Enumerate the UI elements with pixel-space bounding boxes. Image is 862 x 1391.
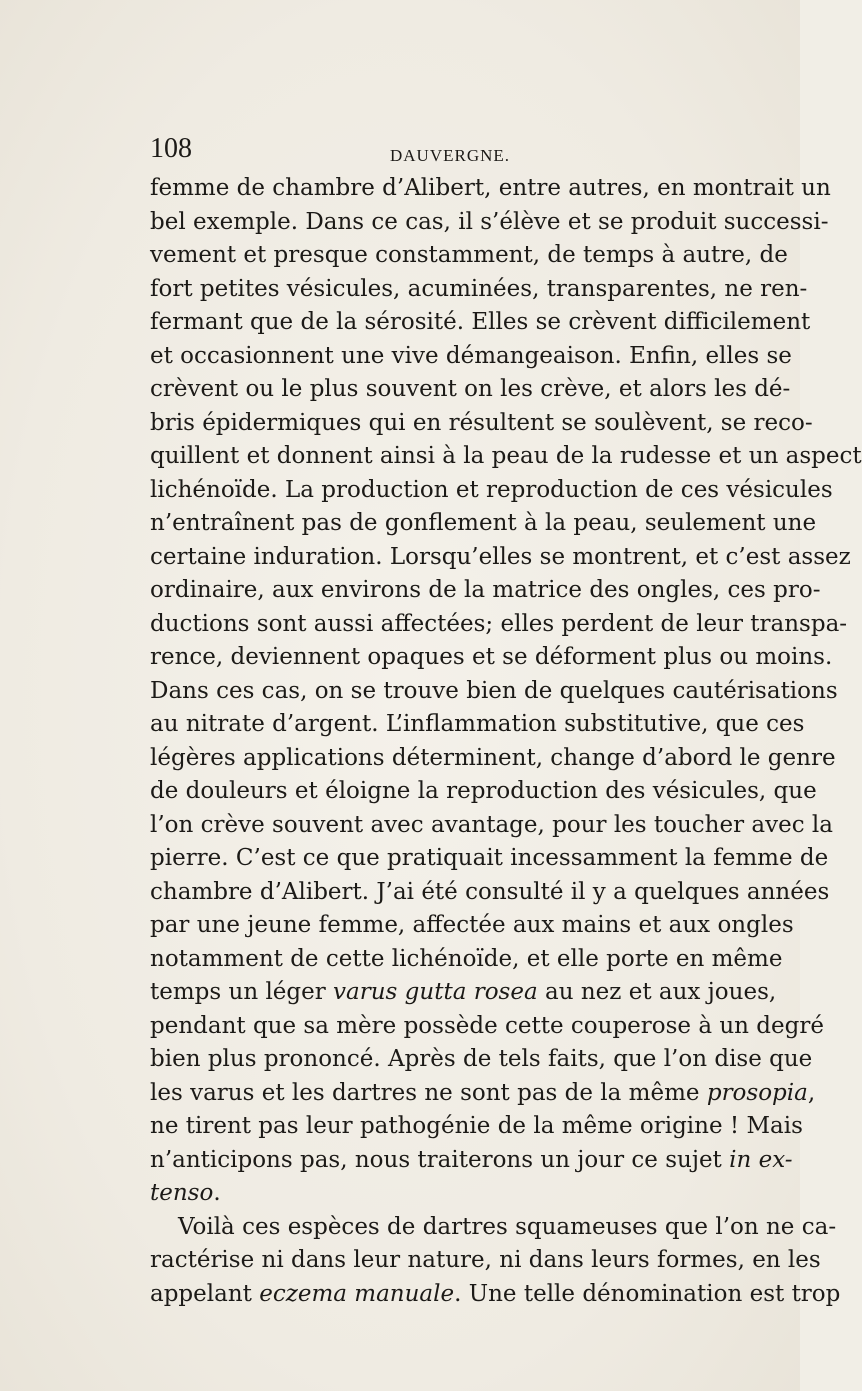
text-segment: les varus et les dartres ne sont pas de la même <box>150 1079 707 1106</box>
text-segment: par une jeune femme, affectée aux mains et aux ongles <box>150 912 794 938</box>
text-segment: certaine induration. Lorsqu’elles se montrent, et c’est assez <box>150 543 851 570</box>
italic-text: varus gutta rosea <box>333 979 538 1005</box>
text-segment: bel exemple. Dans ce cas, il s’élève et se produit successi- <box>150 208 829 235</box>
italic-text: in ex- <box>729 1146 793 1173</box>
text-line <box>150 474 833 508</box>
text-line <box>150 876 830 910</box>
text-line <box>150 1211 837 1245</box>
text-segment: et occasionnent une vive démangeaison. Enfin, elles se <box>150 342 792 369</box>
text-line <box>150 273 808 307</box>
text-line <box>150 1010 824 1044</box>
text-line <box>150 976 777 1010</box>
text-line <box>150 842 829 876</box>
text-segment: Voilà ces espèces de dartres squameuses que l’on ne ca- <box>178 1213 837 1240</box>
text-segment: pierre. C’est ce que pratiquait incessamment la femme de <box>150 845 829 871</box>
text-segment: n’anticipons pas, nous traiterons un jour ce sujet <box>150 1146 730 1173</box>
text-segment: . Une telle dénomination est trop <box>454 1280 841 1307</box>
text-segment: lichénoïde. La production et reproduction de ces vésicules <box>150 476 833 503</box>
text-line <box>150 1043 813 1077</box>
text-line <box>150 574 821 608</box>
text-line <box>150 239 788 273</box>
text-segment: fermant que de la sérosité. Elles se crèvent difficilement <box>150 309 811 335</box>
text-segment: . <box>213 1180 221 1206</box>
text-segment: ordinaire, aux environs de la matrice des ongles, ces pro- <box>150 577 821 603</box>
text-segment: temps un léger <box>150 979 334 1005</box>
text-segment: chambre d’Alibert. J’ai été consulté il y a quelques années <box>150 878 830 905</box>
text-segment: ractérise ni dans leur nature, ni dans leurs formes, en les <box>150 1247 821 1273</box>
page-header <box>150 128 738 168</box>
text-line <box>150 1077 816 1111</box>
text-segment: appelant <box>150 1280 260 1307</box>
body-text <box>150 172 862 1311</box>
text-segment: n’entraînent pas de gonflement à la peau, seulement une <box>150 510 817 536</box>
text-segment: , <box>807 1079 816 1106</box>
text-line <box>150 1244 821 1278</box>
text-segment: ne tirent pas leur pathogénie de la même origine ! Mais <box>150 1113 803 1139</box>
text-segment: vement et presque constamment, de temps à autre, de <box>150 242 788 268</box>
italic-text: prosopia <box>706 1079 808 1106</box>
text-line <box>150 1144 793 1178</box>
text-segment: Dans ces cas, on se trouve bien de quelques cautérisations <box>150 677 838 704</box>
text-line <box>150 407 813 441</box>
text-line <box>150 742 836 776</box>
text-segment: crèvent ou le plus souvent on les crève, et alors les dé- <box>150 376 791 402</box>
text-line <box>150 340 792 374</box>
text-segment: au nez et aux joues, <box>537 979 777 1005</box>
text-line <box>150 1110 803 1144</box>
text-segment: légères applications déterminent, change d’abord le genre <box>150 744 836 771</box>
text-segment: l’on crève souvent avec avantage, pour les toucher avec la <box>150 811 833 838</box>
text-segment: bris épidermiques qui en résultent se soulèvent, se reco- <box>150 409 813 436</box>
text-line <box>150 1278 841 1312</box>
text-line <box>150 507 817 541</box>
text-line <box>150 541 851 575</box>
text-line <box>150 708 805 742</box>
text-line <box>150 1177 738 1211</box>
italic-text: tenso <box>150 1180 214 1206</box>
text-segment: fort petites vésicules, acuminées, transparentes, ne ren- <box>150 275 808 302</box>
text-line <box>150 440 862 474</box>
text-segment: rence, deviennent opaques et se déforment plus ou moins. <box>150 644 833 670</box>
text-segment: bien plus prononcé. Après de tels faits, que l’on dise que <box>150 1046 813 1072</box>
text-line <box>150 172 831 206</box>
text-segment: ductions sont aussi affectées; elles perdent de leur transpa- <box>150 610 848 637</box>
text-line <box>150 306 811 340</box>
text-line <box>150 809 833 843</box>
page-number: 108 <box>150 133 192 164</box>
text-line <box>150 775 817 809</box>
text-line <box>150 206 829 240</box>
italic-text: eczema manuale <box>259 1280 455 1307</box>
text-segment: au nitrate d’argent. L’inflammation substitutive, que ces <box>150 711 805 737</box>
text-segment: notamment de cette lichénoïde, et elle porte en même <box>150 945 783 972</box>
text-line <box>150 909 794 943</box>
text-line <box>150 608 848 642</box>
text-segment: quillent et donnent ainsi à la peau de la rudesse et un aspect <box>150 443 862 469</box>
text-line <box>150 641 833 675</box>
text-segment: de douleurs et éloigne la reproduction des vésicules, que <box>150 778 817 804</box>
text-line <box>150 943 783 977</box>
text-line <box>150 373 791 407</box>
running-head: DAUVERGNE. <box>390 146 511 165</box>
text-segment: femme de chambre d’Alibert, entre autres, en montrait un <box>150 175 831 201</box>
text-segment: pendant que sa mère possède cette couperose à un degré <box>150 1012 824 1039</box>
text-line <box>150 675 838 709</box>
